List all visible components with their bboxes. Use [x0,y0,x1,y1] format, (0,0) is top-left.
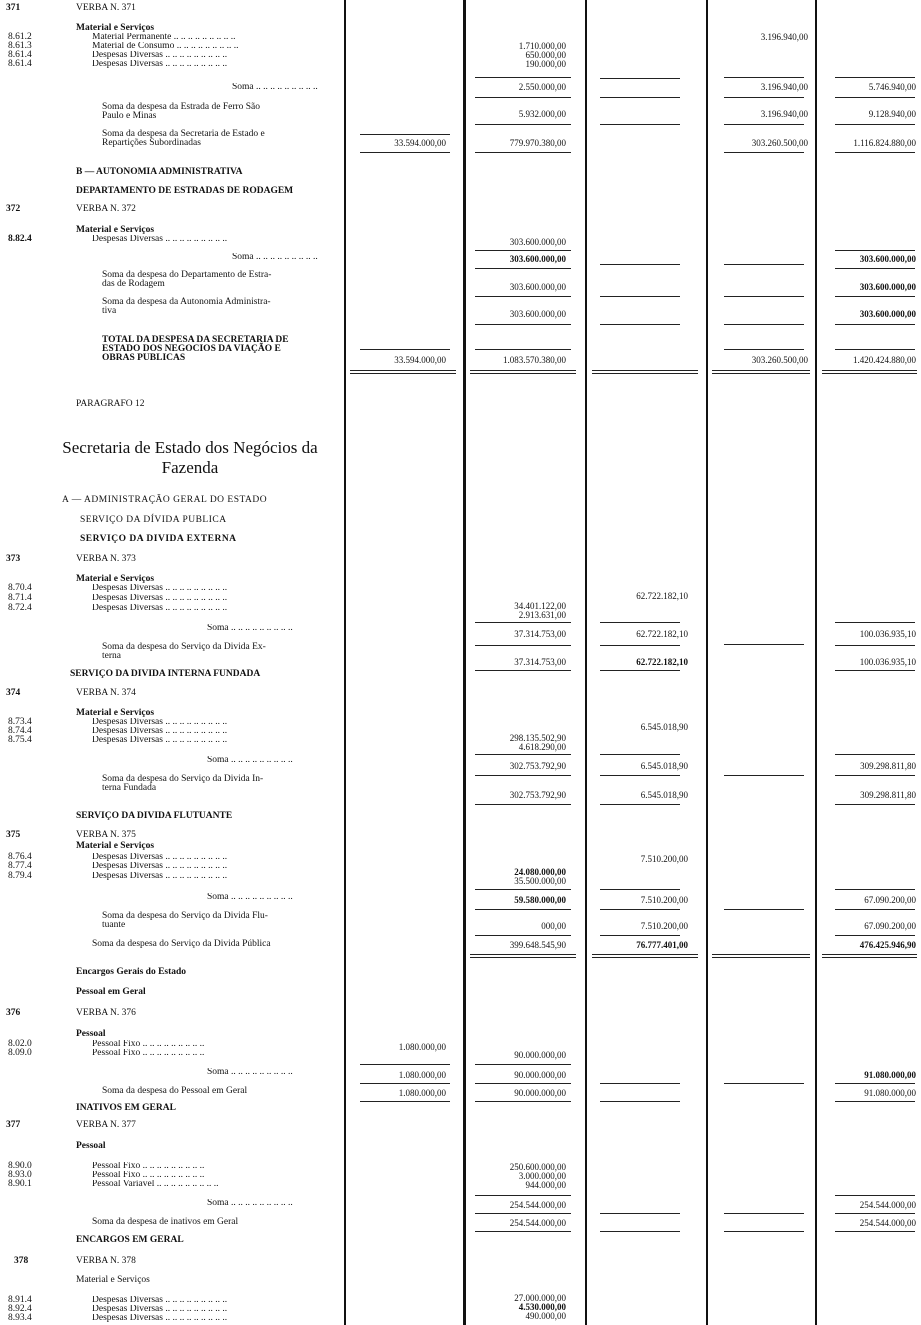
amount-cell: 37.314.753,00 [514,629,566,639]
amount-cell: 3.196.940,00 [760,109,808,119]
grand-total-label: ESTADO DOS NEGOCIOS DA VIAÇÃO E [102,344,281,354]
item-code: 8.82.4 [8,234,32,244]
subheading: Material e Serviços [76,1275,150,1285]
subheading: Pessoal [76,1141,106,1151]
column-rule-3 [585,0,587,1325]
subheading: Material e Serviços [76,23,155,33]
amount-cell: 33.594.000,00 [394,355,446,365]
verba-title: VERBA N. 373 [76,554,136,564]
item-label: Pessoal Fixo .. .. .. .. .. .. .. .. .. [92,1171,205,1180]
amount-cell: 250.600.000,00 [509,1162,566,1172]
item-code: 8.73.4 [8,717,32,727]
column-rule-1 [344,0,346,1325]
amount-cell: 6.545.018,90 [640,790,688,800]
item-label: Pessoal Fixo .. .. .. .. .. .. .. .. .. [92,1040,205,1049]
subheading: Material e Serviços [76,225,155,235]
amount-cell: 62.722.182,10 [636,591,688,601]
soma-label: Soma .. .. .. .. .. .. .. .. .. [207,624,293,633]
item-code: 8.91.4 [8,1295,32,1305]
grand-total-label: TOTAL DA DESPESA DA SECRETARIA DE [102,335,289,345]
item-label: Despesas Diversas .. .. .. .. .. .. .. .. .. [92,718,228,727]
amount-cell: 90.000.000,00 [514,1070,566,1080]
amount-cell: 476.425.946,90 [859,940,916,950]
amount-cell: 779.970.380,00 [509,138,566,148]
total-label: terna [102,651,121,661]
item-code: 8.70.4 [8,583,32,593]
section-heading: SERVIÇO DA DIVIDA EXTERNA [80,534,237,544]
verba-title: VERBA N. 376 [76,1008,136,1018]
item-code: 8.90.1 [8,1179,32,1189]
item-label: Despesas Diversas .. .. .. .. .. .. .. .. .. [92,727,228,736]
item-label: Despesas Diversas .. .. .. .. .. .. .. .. .. [92,604,228,613]
amount-cell: 6.545.018,90 [640,722,688,732]
total-label: Soma da despesa da Secretaria de Estado e [102,129,265,139]
verba-code: 373 [6,554,21,564]
verba-title: VERBA N. 377 [76,1120,136,1130]
amount-cell: 399.648.545,90 [509,940,566,950]
section-heading: ENCARGOS EM GERAL [76,1235,184,1245]
amount-cell: 2.550.000,00 [518,82,566,92]
amount-cell: 1.083.570.380,00 [503,355,566,365]
soma-label: Soma .. .. .. .. .. .. .. .. .. [232,83,318,92]
amount-cell: 91.080.000,00 [864,1088,916,1098]
verba-code: 374 [6,688,21,698]
amount-cell: 303.600.000,00 [859,254,916,264]
section-heading: A — ADMINISTRAÇÃO GERAL DO ESTADO [62,495,268,505]
subheading: Material e Serviços [76,841,155,851]
verba-code: 375 [6,830,21,840]
verba-title: VERBA N. 378 [76,1256,136,1266]
amount-cell: 298.135.502,90 [509,733,566,743]
verba-code: 371 [6,3,21,13]
total-label: Soma da despesa do Pessoal em Geral [102,1086,248,1096]
grand-total-label: OBRAS PUBLICAS [102,353,186,363]
amount-cell: 303.260.500,00 [751,355,808,365]
soma-label: Soma .. .. .. .. .. .. .. .. .. [207,893,293,902]
amount-cell: 100.036.935,10 [859,657,916,667]
amount-cell: 303.600.000,00 [859,282,916,292]
item-code: 8.92.4 [8,1304,32,1314]
total-label: Soma da despesa do Serviço da Divida Ex- [102,642,266,652]
item-code: 8.79.4 [8,871,32,881]
amount-cell: 59.580.000,00 [514,895,566,905]
item-code: 8.75.4 [8,735,32,745]
item-label: Despesas Diversas .. .. .. .. .. .. .. .. .. [92,862,228,871]
amount-cell: 302.753.792,90 [509,761,566,771]
amount-cell: 4.530.000,00 [518,1302,566,1312]
item-label: Despesas Diversas .. .. .. .. .. .. .. .. .. [92,1296,228,1305]
soma-label: Soma .. .. .. .. .. .. .. .. .. [207,1068,293,1077]
verba-title: VERBA N. 375 [76,830,136,840]
amount-cell: 1.420.424.880,00 [853,355,916,365]
section-heading: Encargos Gerais do Estado [76,967,187,977]
subheading: Pessoal [76,1029,106,1039]
amount-cell: 254.544.000,00 [509,1200,566,1210]
amount-cell: 90.000.000,00 [514,1088,566,1098]
total-label: Soma da despesa da Estrada de Ferro São [102,102,261,112]
item-code: 8.93.0 [8,1170,32,1180]
total-label: terna Fundada [102,783,157,793]
amount-cell: 27.000.000,00 [514,1293,566,1303]
amount-cell: 67.090.200,00 [864,895,916,905]
item-code: 8.74.4 [8,726,32,736]
amount-cell: 91.080.000,00 [864,1070,916,1080]
item-label: Despesas Diversas .. .. .. .. .. .. .. .. .. [92,60,228,69]
section-heading: SERVIÇO DA DIVIDA INTERNA FUNDADA [70,669,261,679]
amount-cell: 1.080.000,00 [398,1088,446,1098]
amount-cell: 1.710.000,00 [518,41,566,51]
soma-label: Soma .. .. .. .. .. .. .. .. .. [207,756,293,765]
total-label: Repartições Subordinadas [102,138,201,148]
item-code: 8.72.4 [8,603,32,613]
verba-code: 372 [6,204,21,214]
amount-cell: 303.600.000,00 [509,237,566,247]
item-label: Despesas Diversas .. .. .. .. .. .. .. .. .. [92,872,228,881]
total-label: Soma da despesa do Serviço da Divida In- [102,774,264,784]
amount-cell: 7.510.200,00 [640,854,688,864]
soma-label: Soma .. .. .. .. .. .. .. .. .. [207,1199,293,1208]
amount-cell: 5.932.000,00 [518,109,566,119]
verba-title: VERBA N. 372 [76,204,136,214]
amount-cell: 24.080.000,00 [514,867,566,877]
item-code: 8.61.2 [8,32,32,42]
subheading: Material e Serviços [76,574,155,584]
verba-title: VERBA N. 374 [76,688,136,698]
verba-code: 376 [6,1008,21,1018]
amount-cell: 6.545.018,90 [640,761,688,771]
verba-title: VERBA N. 371 [76,3,136,13]
amount-cell: 33.594.000,00 [394,138,446,148]
item-label: Despesas Diversas .. .. .. .. .. .. .. .. .. [92,853,228,862]
amount-cell: 303.260.500,00 [751,138,808,148]
item-code: 8.71.4 [8,593,32,603]
amount-cell: 4.618.290,00 [518,742,566,752]
amount-cell: 303.600.000,00 [509,282,566,292]
amount-cell: 254.544.000,00 [859,1218,916,1228]
item-code: 8.02.0 [8,1039,32,1049]
item-label: Pessoal Variavel .. .. .. .. .. .. .. .. .. [92,1180,219,1189]
item-code: 8.61.3 [8,41,32,51]
amount-cell: 1.080.000,00 [398,1042,446,1052]
item-code: 8.61.4 [8,59,32,69]
amount-cell: 62.722.182,10 [636,657,688,667]
item-label: Material de Consumo .. .. .. .. .. .. .. .. .. [92,42,239,51]
secretariat-title: Secretaria de Estado dos Negócios da Fazenda [62,438,318,477]
amount-cell: 5.746.940,00 [868,82,916,92]
amount-cell: 490.000,00 [525,1311,566,1321]
total-label: Soma da despesa da Autonomia Administra- [102,297,271,307]
section-heading: SERVIÇO DA DIVIDA FLUTUANTE [76,811,233,821]
subheading: Material e Serviços [76,708,155,718]
amount-cell: 000,00 [541,921,566,931]
item-label: Despesas Diversas .. .. .. .. .. .. .. .. .. [92,594,228,603]
section-heading: Pessoal em Geral [76,987,146,997]
verba-code: 377 [6,1120,21,1130]
amount-cell: 944.000,00 [525,1180,566,1190]
amount-cell: 67.090.200,00 [864,921,916,931]
section-heading: INATIVOS EM GERAL [76,1103,176,1113]
item-code: 8.77.4 [8,861,32,871]
item-code: 8.93.4 [8,1313,32,1323]
amount-cell: 309.298.811,80 [860,790,916,800]
amount-cell: 190.000,00 [525,59,566,69]
total-label: tiva [102,306,117,316]
amount-cell: 2.913.631,00 [518,610,566,620]
item-label: Pessoal Fixo .. .. .. .. .. .. .. .. .. [92,1049,205,1058]
item-code: 8.61.4 [8,50,32,60]
amount-cell: 90.000.000,00 [514,1050,566,1060]
item-label: Despesas Diversas .. .. .. .. .. .. .. .. .. [92,51,228,60]
verba-code: 378 [14,1256,29,1266]
item-label: Despesas Diversas .. .. .. .. .. .. .. .. .. [92,235,228,244]
total-label: Paulo e Minas [102,111,157,121]
item-label: Despesas Diversas .. .. .. .. .. .. .. .. .. [92,1314,228,1323]
amount-cell: 7.510.200,00 [640,895,688,905]
amount-cell: 302.753.792,90 [509,790,566,800]
item-code: 8.90.0 [8,1161,32,1171]
column-rule-4 [706,0,708,1325]
amount-cell: 76.777.401,00 [636,940,688,950]
soma-label: Soma .. .. .. .. .. .. .. .. .. [232,253,318,262]
amount-cell: 35.500.000,00 [514,876,566,886]
amount-cell: 100.036.935,10 [859,629,916,639]
item-code: 8.76.4 [8,852,32,862]
amount-cell: 3.196.940,00 [760,32,808,42]
section-heading: SERVIÇO DA DÍVIDA PUBLICA [80,515,227,525]
amount-cell: 303.600.000,00 [509,309,566,319]
amount-cell: 9.128.940,00 [868,109,916,119]
amount-cell: 62.722.182,10 [636,629,688,639]
amount-cell: 309.298.811,80 [860,761,916,771]
amount-cell: 34.401.122,00 [514,601,566,611]
item-label: Despesas Diversas .. .. .. .. .. .. .. .. .. [92,584,228,593]
amount-cell: 254.544.000,00 [859,1200,916,1210]
amount-cell: 1.080.000,00 [398,1070,446,1080]
amount-cell: 303.600.000,00 [509,254,566,264]
total-label: tuante [102,920,126,930]
item-label: Despesas Diversas .. .. .. .. .. .. .. .. .. [92,1305,228,1314]
total-label: Soma da despesa de inativos em Geral [92,1217,239,1227]
total-label: Soma da despesa do Serviço da Divida Flu- [102,911,268,921]
item-code: 8.09.0 [8,1048,32,1058]
amount-cell: 3.196.940,00 [760,82,808,92]
amount-cell: 254.544.000,00 [509,1218,566,1228]
paragraph-label: PARAGRAFO 12 [76,399,145,409]
item-label: Material Permanente .. .. .. .. .. .. .. .. .. [92,33,236,42]
section-heading: DEPARTAMENTO DE ESTRADAS DE RODAGEM [76,186,294,196]
amount-cell: 1.116.824.880,00 [853,138,916,148]
amount-cell: 303.600.000,00 [859,309,916,319]
total-label: das de Rodagem [102,279,165,289]
total-label: Soma da despesa do Serviço da Divida Pública [92,939,271,949]
item-label: Pessoal Fixo .. .. .. .. .. .. .. .. .. [92,1162,205,1171]
amount-cell: 7.510.200,00 [640,921,688,931]
amount-cell: 3.000.000,00 [518,1171,566,1181]
total-label: Soma da despesa do Departamento de Estra- [102,270,272,280]
item-label: Despesas Diversas .. .. .. .. .. .. .. .. .. [92,736,228,745]
amount-cell: 37.314.753,00 [514,657,566,667]
section-heading: B — AUTONOMIA ADMINISTRATIVA [76,167,243,177]
amount-cell: 650.000,00 [525,50,566,60]
